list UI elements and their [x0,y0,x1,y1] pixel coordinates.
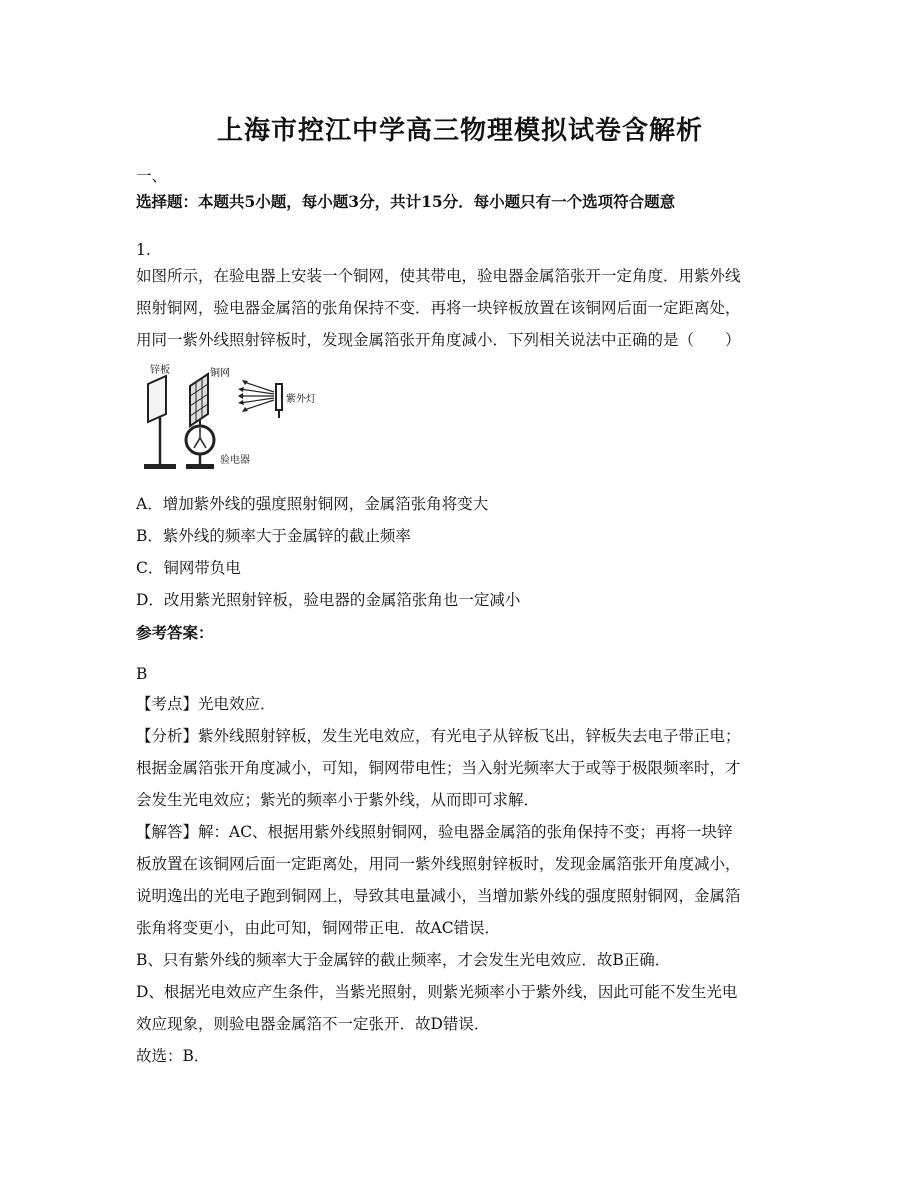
page-title: 上海市控江中学高三物理模拟试卷含解析 [216,116,703,146]
answer-label: 参考答案： [136,623,214,642]
solution-line: 【分析】紫外线照射锌板，发生光电效应，有光电子从锌板飞出，锌板失去电子带正电； [136,727,741,745]
copper-mesh-label: 铜网 [210,368,230,379]
solution-line: 根据金属箔张开角度减小，可知，铜网带电性；当入射光频率大于或等于极限频率时，才 [136,759,741,777]
section-heading: 选择题：本题共5小题，每小题3分，共计15分．每小题只有一个选项符合题意 [136,192,676,211]
question-number: 1. [136,241,151,259]
solution-line: 故选：B． [136,1047,210,1065]
answer-choice: B [136,665,148,683]
option-a: A．增加紫外线的强度照射铜网，金属箔张角将变大 [136,495,489,513]
solution-line: 【考点】光电效应． [136,695,276,713]
solution-line: 说明逸出的光电子跑到铜网上，导致其电量减小，当增加紫外线的强度照射铜网，金属箔 [136,887,741,905]
option-b: B．紫外线的频率大于金属锌的截止频率 [136,527,411,545]
question-stem-line: 如图所示，在验电器上安装一个铜网，使其带电，验电器金属箔张开一定角度．用紫外线 [136,267,741,285]
uv-lamp [276,384,282,418]
uv-lamp-label: 紫外灯 [286,394,316,405]
zinc-plate [144,376,176,469]
solution-line: 板放置在该铜网后面一定距离处，用同一紫外线照射锌板时，发现金属箔张开角度减小， [136,855,741,873]
option-c: C．铜网带负电 [136,559,241,577]
solution-line: 效应现象，则验电器金属箔不一定张开．故D错误． [136,1015,490,1033]
zinc-plate-label: 锌板 [150,365,170,376]
option-d: D．改用紫光照射锌板，验电器的金属箔张角也一定减小 [136,591,521,609]
solution-line: D、根据光电效应产生条件，当紫光照射，则紫光频率小于紫外线，因此可能不发生光电 [136,983,738,1001]
electroscope-label: 验电器 [220,455,250,466]
electroscope [186,426,214,469]
copper-mesh [190,374,208,428]
question-stem-line: 照射铜网，验电器金属箔的张角保持不变．再将一块锌板放置在该铜网后面一定距离处， [136,299,741,317]
solution-line: B、只有紫外线的频率大于金属锌的截止频率，才会发生光电效应．故B正确． [136,951,671,969]
question-stem-line: 用同一紫外线照射锌板时，发现金属箔张开角度减小．下列相关说法中正确的是（ ） [136,331,741,349]
section-number: 一、 [136,167,168,185]
experiment-figure [136,362,340,480]
solution-line: 【解答】解：AC、根据用紫外线照射铜网，验电器金属箔的张角保持不变；再将一块锌 [136,823,733,841]
solution-line: 张角将变更小，由此可知，铜网带正电．故AC错误． [136,919,501,937]
uv-rays [238,380,274,412]
solution-line: 会发生光电效应；紫光的频率小于紫外线，从而即可求解． [136,791,540,809]
